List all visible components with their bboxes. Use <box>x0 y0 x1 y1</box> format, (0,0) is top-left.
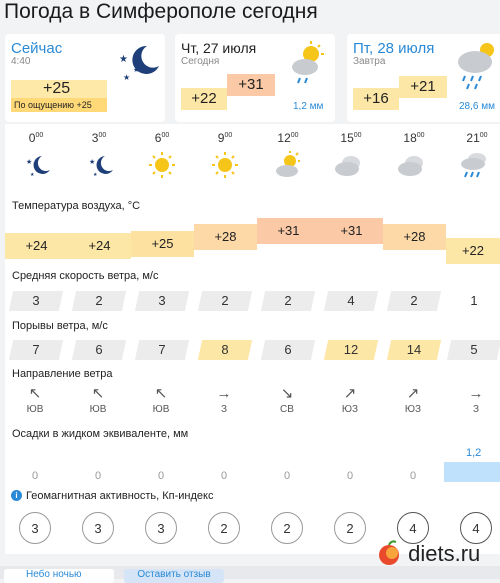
kp-value: 4 <box>460 512 492 544</box>
precip-value: 0 <box>346 470 354 482</box>
precip-value: 0 <box>31 470 39 482</box>
hour-label: $21^{00}$ <box>466 131 488 145</box>
wind-arrow-icon: → <box>216 385 232 402</box>
night-sky-button[interactable]: Небо ночью <box>4 569 114 583</box>
wind-arrow-icon: ↖ <box>28 385 42 402</box>
temp-value: +31 <box>320 218 383 244</box>
hour-label: $9^{00}$ <box>217 131 233 145</box>
svg-text:★: ★ <box>133 67 140 74</box>
precip-value: 1,2 <box>466 447 482 459</box>
now-temp: +25 <box>11 80 107 98</box>
hour-label: $18^{00}$ <box>403 131 425 145</box>
now-card[interactable] <box>5 34 165 122</box>
hour-label: $12^{00}$ <box>277 131 299 145</box>
hour-label: $6^{00}$ <box>154 131 170 145</box>
svg-text:★: ★ <box>89 159 96 166</box>
svg-text:★: ★ <box>123 73 131 82</box>
gust-value: 6 <box>95 342 103 357</box>
gust-value: 7 <box>32 342 40 357</box>
today-label: Чт, 27 июля <box>181 40 257 56</box>
precip-value: 0 <box>409 470 417 482</box>
wind-direction: ↗ ЮЗ <box>330 386 370 415</box>
gust-value: 8 <box>221 342 229 357</box>
gust-value: 14 <box>406 342 422 357</box>
gust-value: 6 <box>284 342 292 357</box>
svg-text:★: ★ <box>26 159 33 166</box>
tomorrow-card[interactable] <box>347 34 500 122</box>
feedback-button[interactable]: Оставить отзыв <box>124 569 224 583</box>
wind-value: 1 <box>470 293 478 308</box>
cloud-rain-icon <box>453 40 500 92</box>
moon-stars-icon <box>24 150 52 180</box>
wind-value: 2 <box>221 293 229 308</box>
hour-label: $0^{00}$ <box>28 131 44 145</box>
precip-value: 0 <box>94 470 102 482</box>
now-feels: По ощущению +25 <box>11 98 107 112</box>
wind-direction: ↖ ЮВ <box>141 386 181 415</box>
now-time: 4:40 <box>11 56 31 67</box>
temp-value: +25 <box>131 231 194 257</box>
kp-section-title: Геомагнитная активность, Кп-индекс <box>26 490 214 502</box>
svg-text:★: ★ <box>119 54 128 65</box>
wind-direction: ↘ СВ <box>267 386 307 415</box>
wind-direction: → З <box>456 386 496 415</box>
sun-icon <box>211 150 239 180</box>
hour-label: $15^{00}$ <box>340 131 362 145</box>
wind-direction: ↖ ЮВ <box>15 386 55 415</box>
svg-text:★: ★ <box>93 172 98 178</box>
apple-logo-icon <box>376 540 402 566</box>
today-precip: 1,2 мм <box>293 101 324 112</box>
wind-arrow-icon: ↘ <box>280 385 294 402</box>
temp-value: +28 <box>383 224 446 250</box>
gust-section-title: Порывы ветра, м/с <box>12 320 108 332</box>
today-tmax: +31 <box>227 74 275 96</box>
wind-value: 3 <box>158 293 166 308</box>
precip-value: 0 <box>283 470 291 482</box>
kp-value: 2 <box>334 512 366 544</box>
kp-value: 3 <box>19 512 51 544</box>
wind-arrow-icon: ↗ <box>406 385 420 402</box>
sun-cloud-icon <box>274 150 302 180</box>
precip-value: 0 <box>220 470 228 482</box>
tomorrow-tmin: +16 <box>353 88 399 110</box>
wind-value: 3 <box>32 293 40 308</box>
today-card[interactable] <box>175 34 335 122</box>
temp-value: +22 <box>446 238 500 264</box>
page-title: Погода в Симферополе сегодня <box>4 0 318 23</box>
dir-section-title: Направление ветра <box>12 368 113 380</box>
wind-value: 4 <box>347 293 355 308</box>
kp-value: 2 <box>208 512 240 544</box>
cloud-icon <box>397 150 425 180</box>
svg-text:★: ★ <box>30 172 35 178</box>
sun-cloud-rain-icon <box>287 40 327 90</box>
wind-value: 2 <box>284 293 292 308</box>
wind-arrow-icon: ↗ <box>343 385 357 402</box>
sun-icon <box>148 150 176 180</box>
moon-stars-icon <box>113 40 163 84</box>
wind-arrow-icon: → <box>468 385 484 402</box>
wind-value: 2 <box>95 293 103 308</box>
site-logo: diets.ru <box>376 540 480 567</box>
today-tmin: +22 <box>181 88 227 110</box>
gust-value: 12 <box>343 342 359 357</box>
temp-value: +24 <box>68 233 131 259</box>
temp-value: +31 <box>257 218 320 244</box>
temp-value: +28 <box>194 224 257 250</box>
wind-arrow-icon: ↖ <box>154 385 168 402</box>
precip-section-title: Осадки в жидком эквиваленте, мм <box>12 428 189 440</box>
wind-value: 2 <box>410 293 418 308</box>
cloud-icon <box>334 150 362 180</box>
tomorrow-tmax: +21 <box>399 76 447 98</box>
gust-value: 5 <box>470 342 478 357</box>
wind-arrow-icon: ↖ <box>91 385 105 402</box>
wind-direction: ↗ ЮЗ <box>393 386 433 415</box>
tomorrow-label: Пт, 28 июля <box>353 40 435 57</box>
kp-value: 4 <box>397 512 429 544</box>
temp-value: +24 <box>5 233 68 259</box>
kp-value: 3 <box>82 512 114 544</box>
info-icon[interactable]: i <box>11 490 22 501</box>
precip-bar <box>444 462 500 482</box>
gust-value: 7 <box>158 342 166 357</box>
wind-direction: → З <box>204 386 244 415</box>
tomorrow-sub: Завтра <box>353 56 386 67</box>
wind-section-title: Средняя скорость ветра, м/с <box>12 270 159 282</box>
today-sub: Сегодня <box>181 56 220 67</box>
moon-stars-icon <box>87 150 115 180</box>
wind-direction: ↖ ЮВ <box>78 386 118 415</box>
tomorrow-precip: 28,6 мм <box>459 101 495 112</box>
kp-value: 3 <box>145 512 177 544</box>
precip-value: 0 <box>157 470 165 482</box>
cloud-rain-icon <box>460 150 488 180</box>
kp-value: 2 <box>271 512 303 544</box>
hour-label: $3^{00}$ <box>91 131 107 145</box>
temp-section-title: Температура воздуха, °C <box>12 200 141 212</box>
now-label: Сейчас <box>11 40 63 57</box>
